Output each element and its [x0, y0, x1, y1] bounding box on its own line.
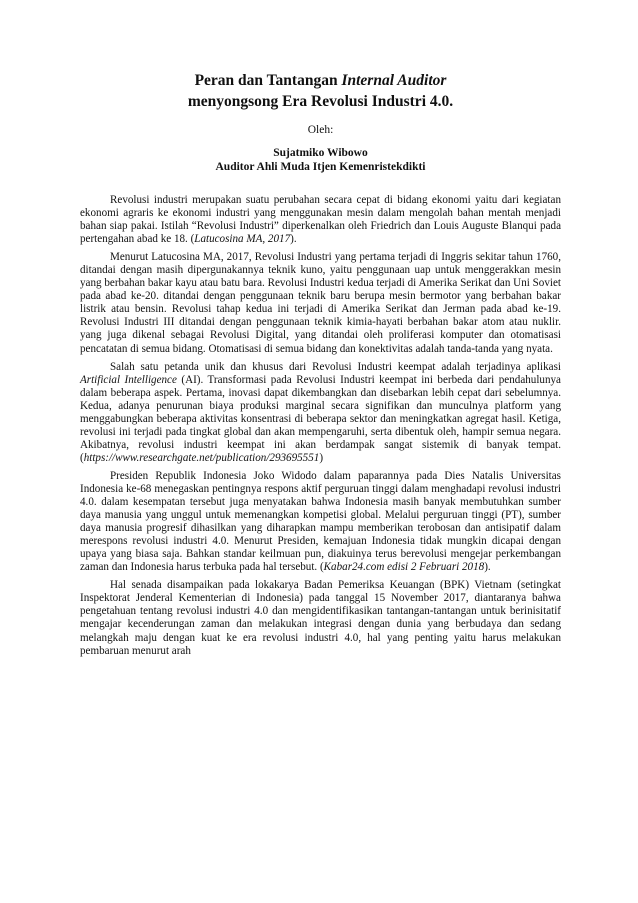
paragraph-3-text: Salah satu petanda unik dan khusus dari Revolusi Industri keempat adalah terjadinya aplikasi — [110, 360, 561, 373]
paragraph-4 — [80, 470, 561, 574]
by-label: Oleh: — [307, 124, 334, 136]
author-block — [80, 146, 561, 174]
paragraph-3-tail: ) — [319, 451, 324, 464]
paragraph-3-text-cont: (AI). Transformasi pada Revolusi Industri keempat ini berbeda dari pendahulunya dalam beberapa aspek. Pertama, inovasi dapat dikembangkan dan disebarkan lebih cepat dari sebelumnya. Kedua, adanya penurunan biaya produksi marginal secara signifikan dan munculnya platform yang menggabungkan beberapa aktivitas konsentrasi di beberapa sektor dan meningkatkan agregat hasil. Ketiga, revolusi ini terjadi pada tingkat global dan akan mempengaruhi, serta dibentuk oleh, hampir semua negara. Akibatnya, revolusi industri keempat ini akan berdampak sangat sistemik di banyak tempat. ( — [80, 373, 561, 464]
title-line2: menyongsong Era Revolusi Industri 4.0. — [187, 93, 454, 110]
author-role: Auditor Ahli Muda Itjen Kemenristekdikti — [215, 161, 426, 173]
document-page — [80, 70, 561, 663]
paragraph-3-italic-term: Artificial Intelligence — [80, 373, 177, 386]
document-title — [80, 70, 561, 112]
author-name: Sujatmiko Wibowo — [273, 147, 368, 159]
paragraph-4-tail: ). — [484, 561, 491, 574]
paragraph-1-citation: Latucosina MA, 2017 — [194, 233, 291, 246]
paragraph-1 — [80, 194, 561, 246]
paragraph-4-text: Presiden Republik Indonesia Joko Widodo dalam paparannya pada Dies Natalis Universitas Indonesia ke-68 menegaskan pentingnya respons aktif perguruan tinggi dalam menghadapi revolusi industri 4.0. dalam kesempatan tersebut juga menyatakan bahwa Indonesia masih banyak membutuhkan sumber daya manusia yang unggul untuk memenangkan kompetisi global. Melalui perguruan tinggi (PT), sumber daya manusia progresif dihasilkan yang diharapkan mampu memberikan terobosan dan antisipatif dalam merespons revolusi industri 4.0. Menurut Presiden, kemajuan Indonesia tidak mungkin dicapai dengan upaya yang biasa saja. Bahkan standar keilmuan pun, diakuinya terus berevolusi mengejar perkembangan zaman dan Indonesia harus terbuka pada hal tersebut. ( — [80, 469, 561, 574]
paragraph-1-tail: ). — [290, 233, 297, 246]
paragraph-3-source-url: https://www.researchgate.net/publication/293695551 — [83, 451, 320, 464]
document-body — [80, 194, 561, 658]
paragraph-5: Hal senada disampaikan pada lokakarya Badan Pemeriksa Keuangan (BPK) Vietnam (setingkat Inspektorat Jenderal Kementerian di Indonesia) pada tanggal 15 November 2017, diantaranya bahwa pengetahuan tentang revolusi industri 4.0 dan mengidentifikasikan tantangan-tantangan untuk berinisitatif mengajar kecenderungan zaman dan melakukan integrasi dengan dunia yang berbudaya dan sedang melangkah maju dengan kuat ke era revolusi industri 4.0, hal yang penting yaitu harus melakukan pembaruan menurut arah — [80, 579, 561, 657]
paragraph-3 — [80, 361, 561, 465]
title-line1-prefix: Peran dan Tantangan — [194, 72, 342, 89]
paragraph-2: Menurut Latucosina MA, 2017, Revolusi Industri yang pertama terjadi di Inggris sekitar tahun 1760, ditandai dengan masih dipergunakannya teknik kuno, yaitu penggunaan uap untuk menggerakkan mesin yang berbahan bakar kayu atau batu bara. Revolusi Industri kedua terjadi di Amerika Serikat dan Uni Soviet pada abad ke-20. ditandai dengan penggunaan teknik baru berupa mesin bermotor yang berbahan bakar listrik atau bensin. Revolusi tahap kedua ini terjadi di Amerika Serikat dan Jerman pada abad ke-19. Revolusi Industri III ditandai dengan penggunaan teknik kimia-hayati berbahan bakar atom atau nuklir. yang juga dikenal sebagai Revolusi Digital, yang ditandai oleh proliferasi komputer dan otomatisasi pencatatan di semua bidang. Otomatisasi di semua bidang dan konektivitas adalah tanda-tanda yang nyata. — [80, 251, 561, 355]
title-line1-italic: Internal Auditor — [341, 72, 447, 89]
paragraph-1-text: Revolusi industri merupakan suatu perubahan secara cepat di bidang ekonomi yaitu dari kegiatan ekonomi agraris ke ekonomi industri yang menggunakan mesin dalam mengolah bahan mentah menjadi bahan siap pakai. Istilah “Revolusi Industri” diperkenalkan oleh Friedrich dan Louis Auguste Blanqui pada pertengahan abad ke 18. ( — [80, 194, 561, 246]
paragraph-4-citation: Kabar24.com edisi 2 Februari 2018 — [323, 561, 485, 574]
